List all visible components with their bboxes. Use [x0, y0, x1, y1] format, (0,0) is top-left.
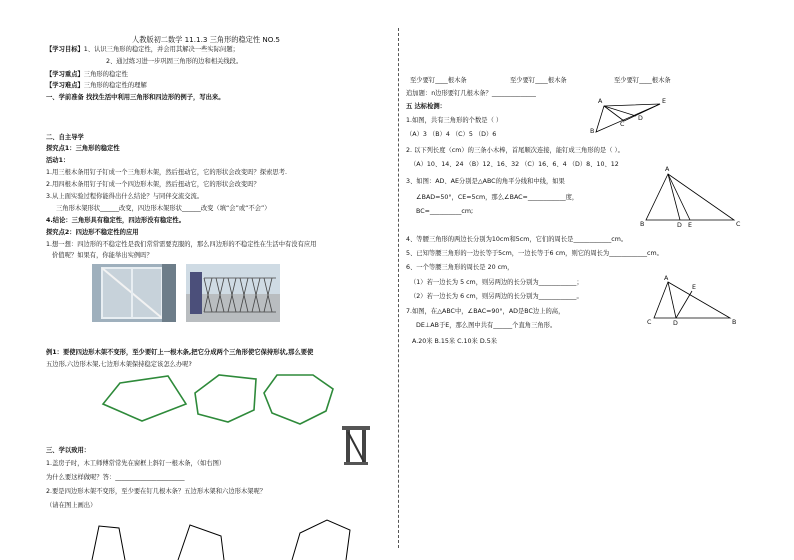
goal-2: 2、通过练习进一步巩固三角形的边和相关线段。	[106, 58, 243, 65]
question-3: 3、如图：AD、AE分别是△ABC的角平分线和中线，如果	[406, 178, 565, 185]
nail-count-a: 至少要钉____根木条	[410, 77, 467, 84]
fig7-label-c: C	[647, 319, 652, 326]
bonus-question-text: 追加题：n边形要钉几根木条？	[406, 90, 492, 97]
question-6-part-1: （1）若一边长为 5 cm，则另两边的长分别为____________；	[410, 279, 583, 286]
fig3-label-e: E	[688, 222, 692, 229]
use-question-1-prompt: 为什么要这样做呢？答：	[46, 474, 116, 481]
nail-count-b: 至少要钉____根木条	[510, 77, 567, 84]
key-text: 三角形的稳定性	[83, 71, 128, 78]
question-5: 5、已知等腰三角形的一边长等于5cm，一边长等于6 cm，则它的周长为____________cm。	[406, 250, 663, 257]
use-question-1: 1.盖房子时，木工师傅常常先在窗框上斜钉一根木条，（如右图）	[46, 460, 226, 467]
fig7-label-b: B	[732, 319, 737, 326]
question-2-options: （A）10、14、24 （B）12、16、32 （C）16、6、4 （D）8、10、12	[410, 161, 619, 168]
fig7-label-d: D	[673, 320, 678, 327]
question-4: 4、等腰三角形的两边长分别为10cm和5cm，它们的周长是____________cm。	[406, 236, 628, 243]
question-1: 1.如图，共有三角形的个数是（ ）	[406, 117, 503, 124]
question-6: 6、一个等腰三角形的周长是 20 cm，	[406, 264, 514, 271]
section-5: 五 达标检测：	[406, 103, 446, 110]
use-question-2: 2.要是四边形木架不变形，至少要在钉几根木条？五边形木架和六边形木架呢？	[46, 488, 267, 495]
question-3-line-2: ∠BAD=50°，CE=5cm，那么∠BAC=____________度，	[416, 194, 579, 201]
fig3-label-b: B	[640, 221, 645, 228]
think-question-cont: 价值呢？如果有，你能举出实例吗？	[52, 252, 153, 259]
think-question: 1.想一想：四边形的不稳定性是我们常常需要克服的，那么四边形的不稳定性在生活中有没有应用	[46, 241, 317, 248]
bonus-question: 追加题：n边形要钉几根木条？______________	[406, 90, 536, 97]
question-2: 2. 以下列长度（cm）的三条小木棒，首尾顺次连接，能钉成三角形的是（ ）。	[406, 147, 624, 154]
example-1-cont: 五边形,六边形木架,七边形木架保持稳定该怎么办呢?	[46, 361, 192, 368]
key-label: 【学习重点】	[46, 71, 84, 78]
diff-text: 三角形的稳定性的理解	[83, 82, 147, 89]
fig1-label-c: C	[620, 121, 625, 128]
page-title: 人教版初二数学 11.1.3 三角形的稳定性 NO.5	[132, 35, 280, 44]
example-1: 例1：要使四边形木架不变形，至少要钉上一根木条,把它分成两个三角形使它保持形状,那么要使	[46, 349, 314, 356]
explore-2: 探究点2：四边形不稳定性的应用	[46, 229, 139, 236]
activity-1-fill: 三角形木架形状______改变，四边形木架形状______改变（填“会”或“不会”）	[56, 205, 271, 212]
fig7-label-a: A	[664, 275, 669, 282]
activity-1-step-2: 2.用四根木条用钉子钉成一个四边形木架，然后扭动它，它的形状会改变吗？	[46, 181, 260, 188]
question-7-options: A.20米 B.15米 C.10米 D.5米	[412, 338, 498, 345]
activity-1-step-3: 3.从上面实验过程你能得出什么结论？与同伴交流交流。	[46, 193, 204, 200]
goals-label: 【学习目标】	[46, 46, 84, 53]
fig3-label-c: C	[736, 221, 741, 228]
use-question-1-answer: 为什么要这样做呢？答：______________________	[46, 474, 185, 481]
fig1-label-e: E	[662, 98, 666, 105]
fig1-label-a: A	[598, 98, 603, 105]
fig1-label-d: D	[638, 115, 643, 122]
section-3: 三、学以致用：	[46, 447, 91, 454]
diff-label: 【学习难点】	[46, 82, 84, 89]
activity-1-step-1: 1.用三根木条用钉子钉成一个三角形木架，然后扭动它，它的形状会改变吗？探索思考.	[46, 169, 287, 176]
activity-1: 活动1：	[46, 157, 70, 164]
question-1-options: （A）3 （B）4 （C）5 （D）6	[406, 131, 497, 138]
section-1: 一、学前准备 找找生活中利用三角形和四边形的例子，写出来。	[46, 94, 225, 101]
section-2: 二、自主导学	[46, 134, 84, 141]
goal-1: 1、认识三角形的稳定性，并会用其解决一些实际问题；	[83, 46, 239, 53]
question-7: 7.如图，在△ABC中，∠BAC=90°，AD是BC边上的高，	[406, 308, 565, 315]
question-3-line-3: BC=__________cm;	[416, 208, 474, 215]
use-question-2-note: （请在图上画出）	[46, 502, 97, 509]
explore-1: 探究点1：三角形的稳定性	[46, 145, 120, 152]
question-6-part-2: （2）若一边长为 6 cm，则另两边的长分别为____________。	[410, 293, 583, 300]
fig1-label-b: B	[590, 128, 595, 135]
question-7-line-2: DE⊥AB于E，那么图中共有______个直角三角形。	[416, 322, 557, 329]
conclusion: 4.结论：三角形具有稳定性，四边形没有稳定性。	[46, 217, 186, 224]
fig7-label-e: E	[692, 284, 696, 291]
fig3-label-d: D	[677, 222, 682, 229]
fig3-label-a: A	[665, 166, 670, 173]
nail-count-c: 至少要钉____根木条	[614, 77, 671, 84]
